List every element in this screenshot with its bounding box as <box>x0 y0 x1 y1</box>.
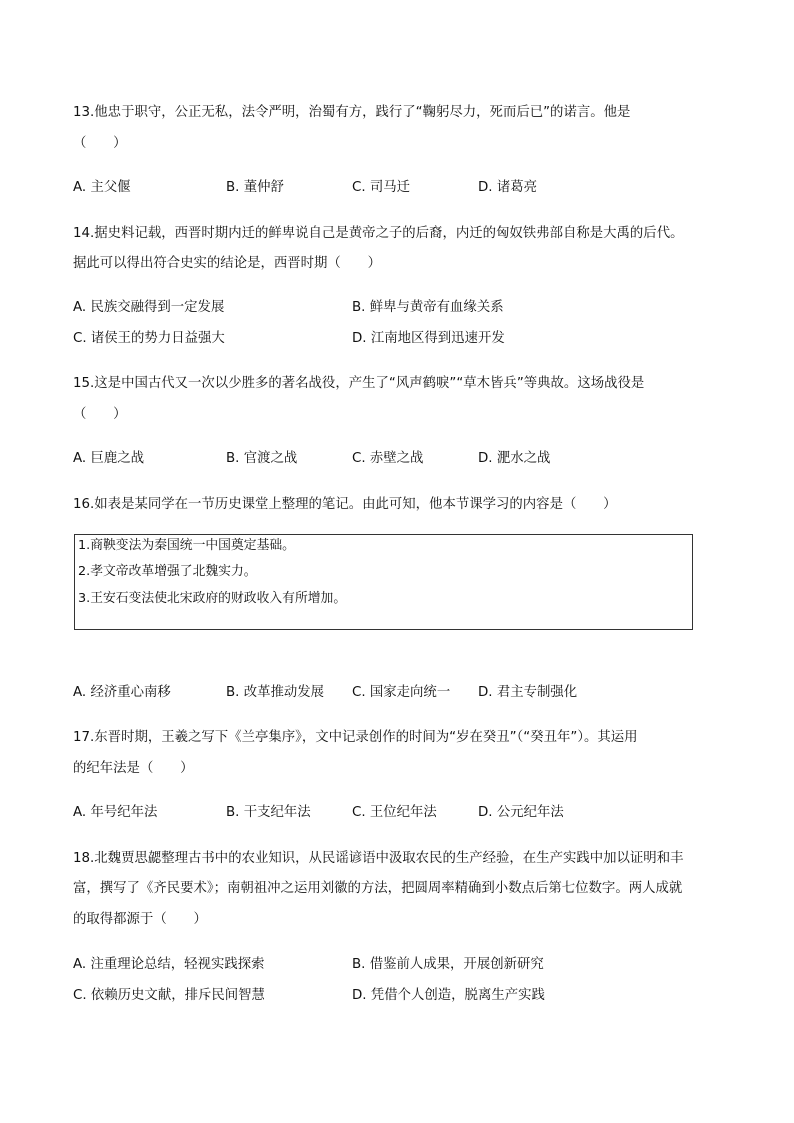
q18-option-a[interactable]: A. 注重理论总结，轻视实践探索 <box>73 957 265 972</box>
q18-option-c[interactable]: C. 依赖历史文献，排斥民间智慧 <box>73 988 265 1003</box>
q14-option-d[interactable]: D. 江南地区得到迅速开发 <box>352 331 505 346</box>
q17-option-c[interactable]: C. 王位纪年法 <box>352 805 437 820</box>
q13-option-b[interactable]: B. 董仲舒 <box>226 180 284 195</box>
q15-option-c[interactable]: C. 赤壁之战 <box>352 451 424 466</box>
q16-notes-table <box>74 534 693 630</box>
q18-option-d[interactable]: D. 凭借个人创造，脱离生产实践 <box>352 988 545 1003</box>
q16-option-a[interactable]: A. 经济重心南移 <box>73 685 171 700</box>
q15-option-d[interactable]: D. 淝水之战 <box>478 451 551 466</box>
q13-stem-line1: 13.他忠于职守，公正无私，法令严明，治蜀有方，践行了“鞠躬尽力，死而后已”的诺言。他是 <box>73 105 631 120</box>
q16-option-b[interactable]: B. 改革推动发展 <box>226 685 325 700</box>
q14-stem-line1: 14.据史料记载，西晋时期内迁的鲜卑说自己是黄帝之子的后裔，内迁的匈奴铁弗部自称是大禹的后代。 <box>73 226 684 241</box>
q15-option-a[interactable]: A. 巨鹿之战 <box>73 451 144 466</box>
q18-option-b[interactable]: B. 借鉴前人成果，开展创新研究 <box>352 957 544 972</box>
q18-stem-line2: 富，撰写了《齐民要术》；南朝祖冲之运用刘徽的方法，把圆周率精确到小数点后第七位数字。两人成就 <box>73 881 683 896</box>
q14-option-b[interactable]: B. 鲜卑与黄帝有血缘关系 <box>352 300 504 315</box>
q13-option-a[interactable]: A. 主父偃 <box>73 180 131 195</box>
q18-stem-line1: 18.北魏贾思勰整理古书中的农业知识，从民谣谚语中汲取农民的生产经验，在生产实践中加以证明和丰 <box>73 851 684 866</box>
q15-stem-line2: （ ） <box>73 407 127 422</box>
q17-option-d[interactable]: D. 公元纪年法 <box>478 805 564 820</box>
q13-option-c[interactable]: C. 司马迁 <box>352 180 411 195</box>
q16-note-2: 2.孝文帝改革增强了北魏实力。 <box>78 564 257 579</box>
q16-note-1: 1.商鞅变法为秦国统一中国奠定基础。 <box>78 538 295 553</box>
q16-option-c[interactable]: C. 国家走向统一 <box>352 685 451 700</box>
q15-option-b[interactable]: B. 官渡之战 <box>226 451 298 466</box>
q14-stem-line2: 据此可以得出符合史实的结论是，西晋时期（ ） <box>73 256 381 271</box>
q16-option-d[interactable]: D. 君主专制强化 <box>478 685 578 700</box>
q17-option-a[interactable]: A. 年号纪年法 <box>73 805 158 820</box>
q14-option-c[interactable]: C. 诸侯王的势力日益强大 <box>73 331 225 346</box>
q13-option-d[interactable]: D. 诸葛亮 <box>478 180 537 195</box>
q18-stem-line3: 的取得都源于（ ） <box>73 912 207 927</box>
q15-stem-line1: 15.这是中国古代又一次以少胜多的著名战役，产生了“风声鹤唳”“草木皆兵”等典故。这场战役是 <box>73 376 645 391</box>
q17-stem-line1: 17.东晋时期，王羲之写下《兰亭集序》，文中记录创作的时间为“岁在癸丑”（“癸丑年”）。其运用 <box>73 730 638 745</box>
q13-stem-line2: （ ） <box>73 136 127 151</box>
q17-option-b[interactable]: B. 干支纪年法 <box>226 805 311 820</box>
q17-stem-line2: 的纪年法是（ ） <box>73 761 194 776</box>
q16-note-3: 3.王安石变法使北宋政府的财政收入有所增加。 <box>78 591 347 606</box>
q16-stem-line1: 16.如表是某同学在一节历史课堂上整理的笔记。由此可知，他本节课学习的内容是（ ） <box>73 497 617 512</box>
q14-option-a[interactable]: A. 民族交融得到一定发展 <box>73 300 225 315</box>
